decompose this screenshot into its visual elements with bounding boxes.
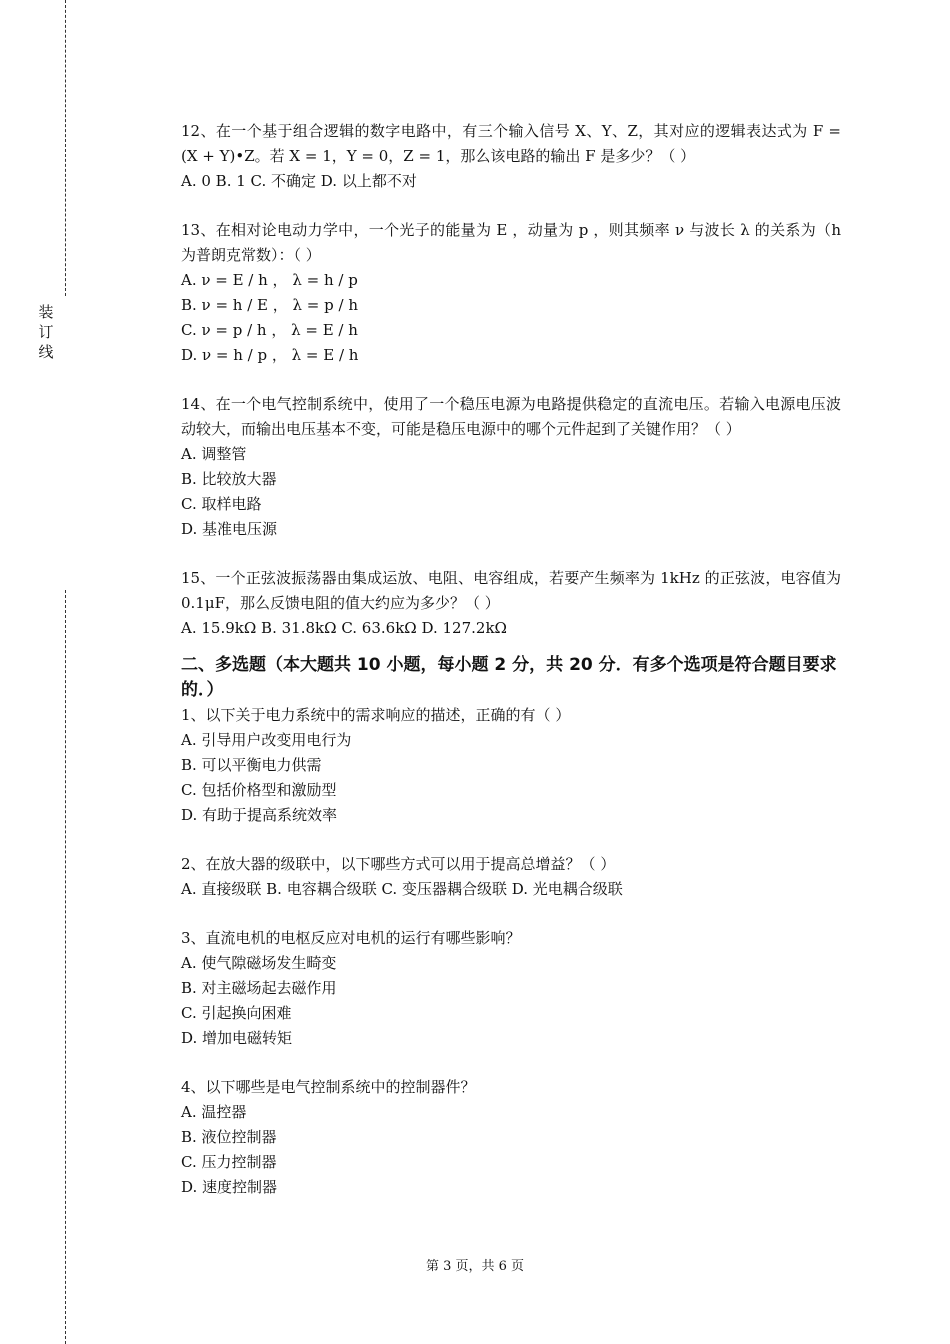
question-stem: 1、以下关于电力系统中的需求响应的描述，正确的有（ ） — [181, 706, 571, 724]
question-14 — [181, 392, 841, 542]
question-options: A. 0 B. 1 C. 不确定 D. 以上都不对 — [181, 172, 417, 190]
question-options: A. 15.9kΩ B. 31.8kΩ C. 63.6kΩ D. 127.2kΩ — [181, 619, 507, 637]
option-c: C. 取样电路 — [181, 495, 262, 513]
option-b: B. 可以平衡电力供需 — [181, 756, 322, 774]
question-15 — [181, 566, 846, 641]
option-a: A. ν = E / h ， λ = h / p — [181, 271, 358, 289]
question-stem: 2、在放大器的级联中，以下哪些方式可以用于提高总增益？（ ） — [181, 855, 616, 873]
option-c: C. 包括价格型和激励型 — [181, 781, 337, 799]
option-b: B. 比较放大器 — [181, 470, 277, 488]
option-b: B. 液位控制器 — [181, 1128, 277, 1146]
question-stem: 14、在一个电气控制系统中，使用了一个稳压电源为电路提供稳定的直流电压。若输入电源电压波动较大，而输出电压基本不变，可能是稳压电源中的哪个元件起到了关键作用？（ ） — [181, 395, 841, 438]
option-a: A. 使气隙磁场发生畸变 — [181, 954, 337, 972]
option-c: C. ν = p / h ， λ = E / h — [181, 321, 358, 339]
option-d: D. 速度控制器 — [181, 1178, 278, 1196]
option-d: D. 有助于提高系统效率 — [181, 806, 338, 824]
option-c: C. 压力控制器 — [181, 1153, 277, 1171]
option-d: D. 增加电磁转矩 — [181, 1029, 293, 1047]
option-a: A. 调整管 — [181, 445, 247, 463]
page-number-footer: 第 3 页，共 6 页 — [425, 1259, 525, 1274]
option-b: B. 对主磁场起去磁作用 — [181, 979, 337, 997]
multi-question-4 — [181, 1075, 841, 1200]
binding-char: 线 — [38, 343, 54, 361]
multi-question-2 — [181, 852, 841, 902]
question-13 — [181, 218, 846, 368]
question-stem: 15、一个正弦波振荡器由集成运放、电阻、电容组成，若要产生频率为 1kHz 的正弦波，电容值为 0.1μF，那么反馈电阻的值大约应为多少？（ ） — [181, 569, 846, 612]
question-stem: 3、直流电机的电枢反应对电机的运行有哪些影响？ — [181, 929, 521, 947]
question-stem: 13、在相对论电动力学中，一个光子的能量为 E ，动量为 p ，则其频率 ν 与波长 λ 的关系为（h 为普朗克常数）：（ ） — [181, 221, 846, 264]
option-c: C. 引起换向困难 — [181, 1004, 292, 1022]
binding-dashed-line-top — [65, 0, 66, 296]
exam-content — [181, 119, 846, 1200]
question-options: A. 直接级联 B. 电容耦合级联 C. 变压器耦合级联 D. 光电耦合级联 — [181, 880, 623, 898]
section-title-multiple-choice: 二、多选题（本大题共 10 小题，每小题 2 分，共 20 分．有多个选项是符合题目要求的．） — [181, 655, 837, 700]
binding-dashed-line-bottom — [65, 590, 66, 1344]
option-a: A. 引导用户改变用电行为 — [181, 731, 352, 749]
option-b: B. ν = h / E ， λ = p / h — [181, 296, 358, 314]
question-stem: 12、在一个基于组合逻辑的数字电路中，有三个输入信号 X、Y、Z，其对应的逻辑表达式为 F = (X + Y)•Z。若 X = 1，Y = 0，Z = 1，那么该电路的输出 F 是多少？（ ） — [181, 122, 846, 165]
binding-label — [36, 302, 56, 362]
option-d: D. ν = h / p ， λ = E / h — [181, 346, 359, 364]
question-12 — [181, 119, 846, 194]
multi-question-1 — [181, 703, 841, 828]
option-a: A. 温控器 — [181, 1103, 247, 1121]
option-d: D. 基准电压源 — [181, 520, 278, 538]
binding-char: 订 — [38, 323, 54, 341]
binding-char: 装 — [38, 303, 54, 321]
multi-question-3 — [181, 926, 841, 1051]
question-stem: 4、以下哪些是电气控制系统中的控制器件？ — [181, 1078, 476, 1096]
